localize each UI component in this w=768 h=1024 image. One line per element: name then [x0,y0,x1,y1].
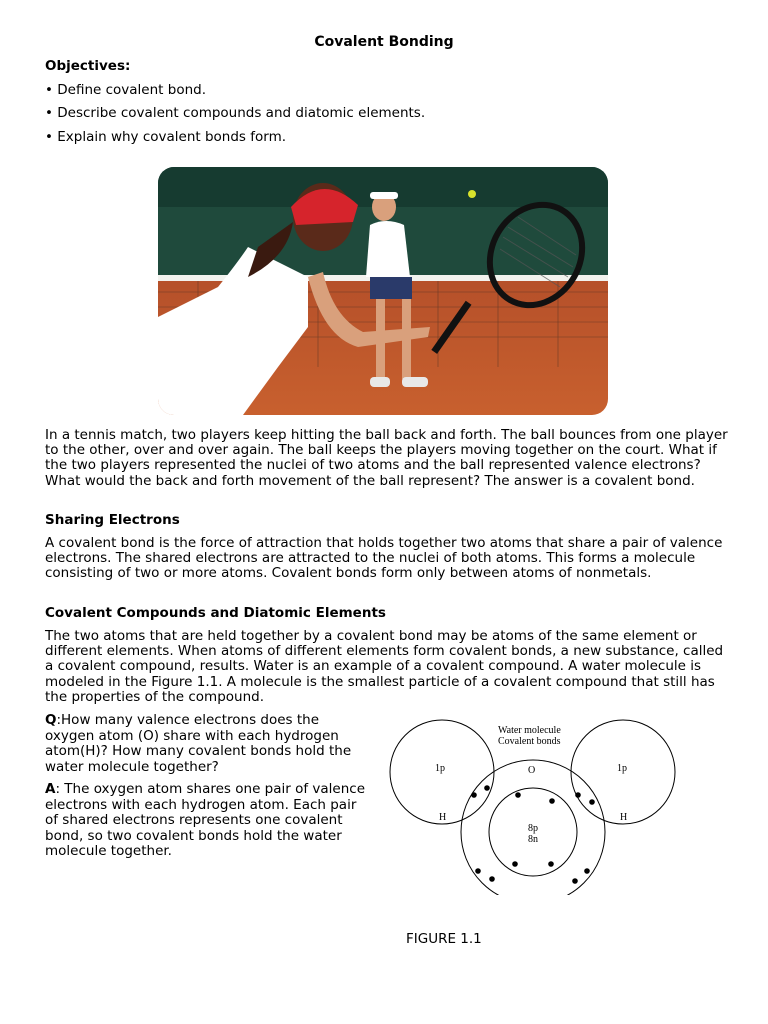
water-molecule-diagram [385,715,685,895]
compounds-paragraph [45,629,735,705]
compounds-heading: Covalent Compounds and Diatomic Elements [45,605,386,621]
tennis-photo [158,167,608,415]
intro-paragraph [45,428,735,489]
question-text: :How many valence electrons does the oxygen atom (O) share with each hydrogen atom(H)? How many covalent bonds hold the water molecule together? [45,712,352,775]
question-block [45,713,365,775]
diagram-label-1: Water molecule [498,725,561,736]
sharing-text: A covalent bond is the force of attraction that holds together two atoms that share a pair of valence electrons. The shared electrons are attracted to the nuclei of both atoms. This forms a molecule consisting of two or more atoms. Covalent bonds form only between atoms of nonmetals. [45,535,723,582]
diagram-label-2: Covalent bonds [498,736,561,747]
objective-item: • Explain why covalent bonds form. [45,129,287,145]
question-label: Q [45,712,57,728]
sharing-paragraph [45,536,735,582]
oxygen-protons: 8p [528,823,538,834]
sharing-heading: Sharing Electrons [45,512,180,528]
hydrogen-left-nucleus: 1p [435,763,445,774]
oxygen-label: O [528,765,536,776]
objectives-heading: Objectives: [45,58,131,74]
figure-caption: FIGURE 1.1 [406,931,482,947]
page-title: Covalent Bonding [314,34,454,50]
answer-text: : The oxygen atom shares one pair of valence electrons with each hydrogen atom. Each pair of shared electrons represents one covalent bond, so two covalent bonds hold the water molecule together. [45,781,366,859]
hydrogen-right-label: H [620,812,628,823]
oxygen-neutrons: 8n [528,834,538,845]
intro-text: In a tennis match, two players keep hitting the ball back and forth. The ball bounces from one player to the other, over and over again. The ball keeps the players moving together on the court. What if the two players represented the nuclei of two atoms and the ball represented valence electrons? What would the back and forth movement of the ball represent? The answer is a covalent bond. [45,427,728,489]
hydrogen-right-nucleus: 1p [617,763,627,774]
answer-block [45,782,365,860]
compounds-text: The two atoms that are held together by a covalent bond may be atoms of the same element or different elements. When atoms of different elements form covalent bonds, a new substance, called a covalent compound, results. Water is an example of a covalent compound. A water molecule is modeled in the Figure 1.1. A molecule is the smallest particle of a covalent compound that still has the properties of the compound. [45,628,724,705]
answer-label: A [45,781,56,797]
objective-item: • Describe covalent compounds and diatomic elements. [45,105,426,121]
objective-item: • Define covalent bond. [45,82,206,98]
hydrogen-left-label: H [439,812,447,823]
